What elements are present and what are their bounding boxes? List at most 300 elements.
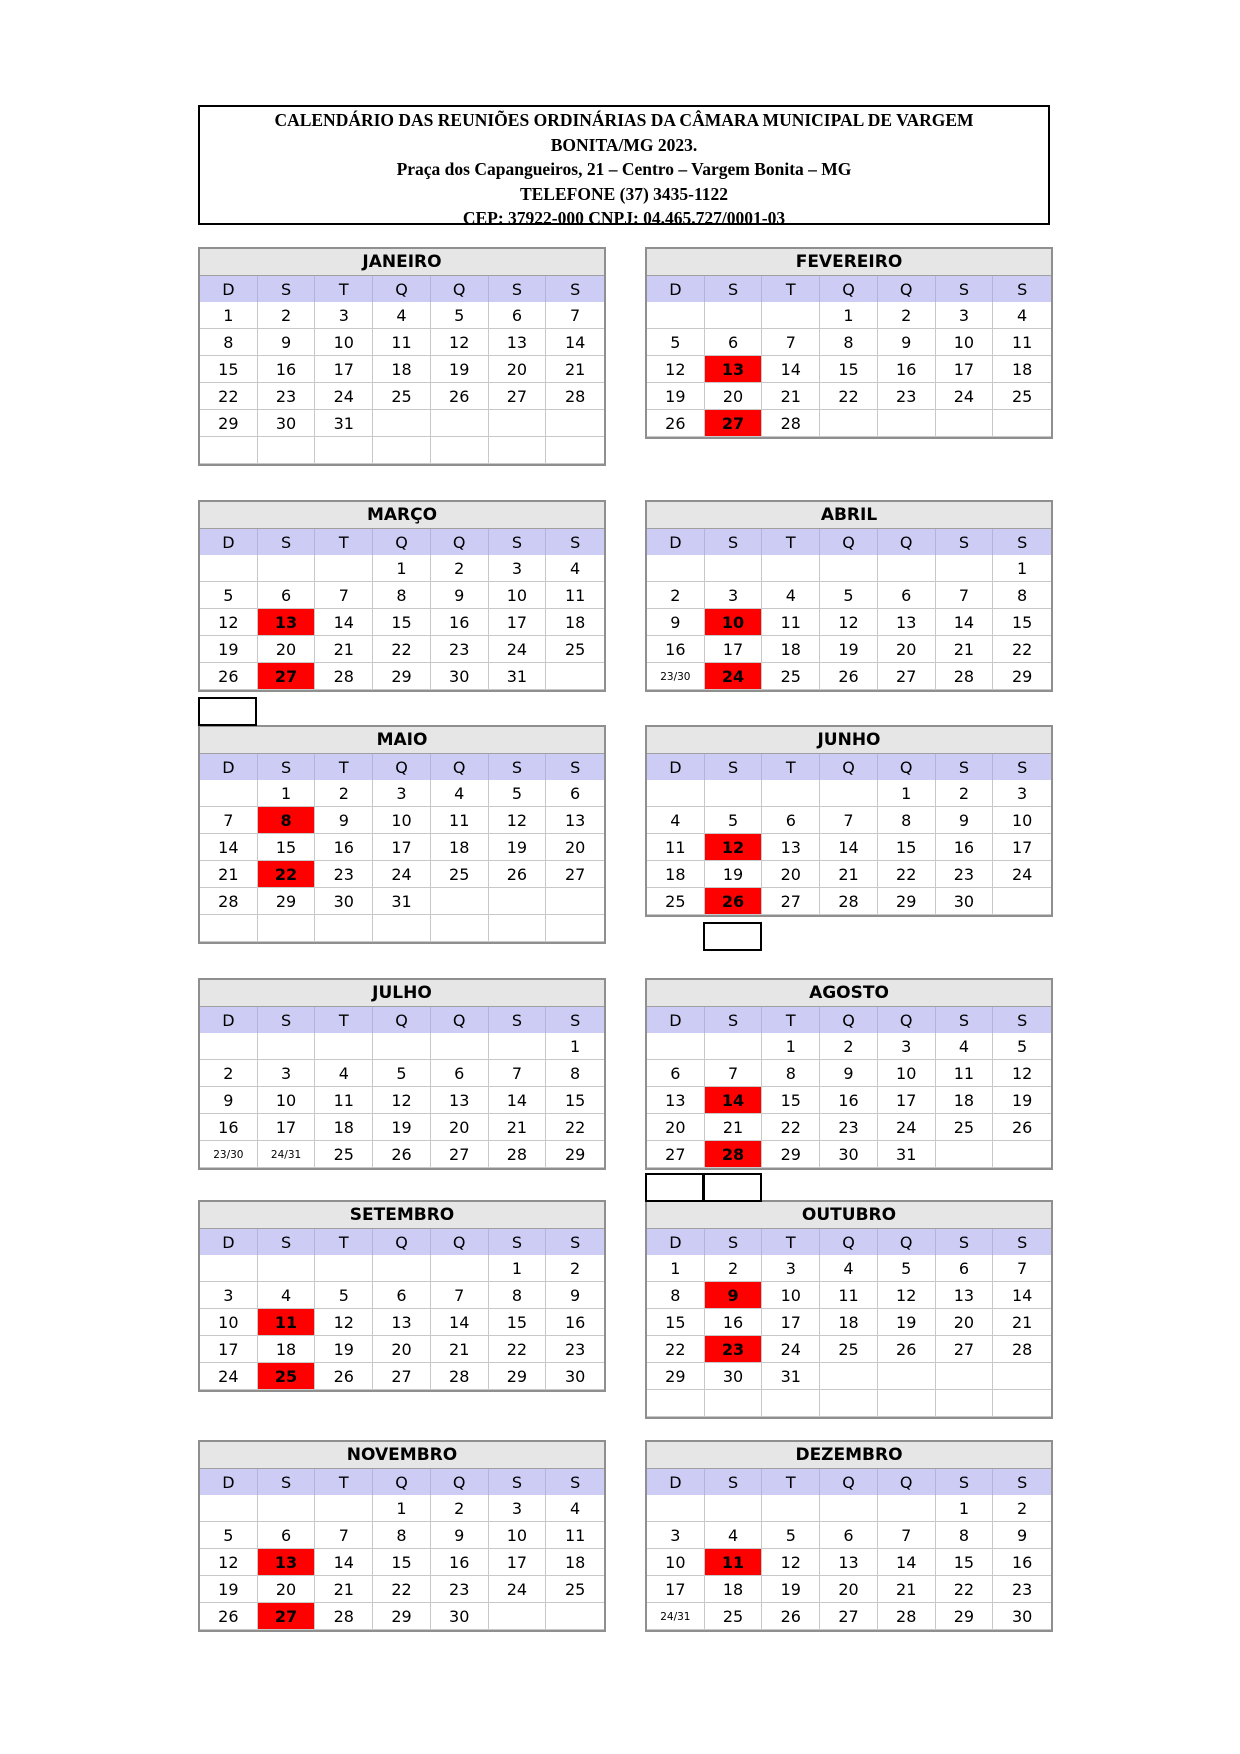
weekday-header: S: [993, 1229, 1051, 1255]
day-cell: [258, 1255, 316, 1282]
weekday-header: D: [647, 754, 705, 780]
day-cell: 22: [647, 1336, 705, 1363]
day-cell: 17: [936, 356, 994, 383]
day-cell: 7: [315, 582, 373, 609]
day-cell: [200, 1255, 258, 1282]
weekday-header: S: [993, 1469, 1051, 1495]
day-cell: 5: [431, 302, 489, 329]
day-cell: 7: [820, 807, 878, 834]
day-cell: [993, 1141, 1051, 1168]
day-cell: 28: [431, 1363, 489, 1390]
day-cell: 10: [878, 1060, 936, 1087]
day-cell: 2: [647, 582, 705, 609]
day-cell: 5: [762, 1522, 820, 1549]
weekday-header: Q: [431, 1229, 489, 1255]
weekday-header: T: [315, 1469, 373, 1495]
day-cell: 18: [647, 861, 705, 888]
day-cell: [705, 780, 763, 807]
day-cell: 4: [373, 302, 431, 329]
meeting-day-cell: 25: [258, 1363, 316, 1390]
month-10: [198, 1440, 606, 1632]
day-cell: 3: [489, 555, 547, 582]
day-cell: 18: [431, 834, 489, 861]
day-cell: [936, 555, 994, 582]
day-cell: 15: [489, 1309, 547, 1336]
day-cell: [936, 1141, 994, 1168]
month-9: [645, 1200, 1053, 1419]
day-cell: 14: [315, 609, 373, 636]
day-cell: 22: [200, 383, 258, 410]
day-cell: 14: [315, 1549, 373, 1576]
day-cell: 3: [936, 302, 994, 329]
day-cell: 19: [489, 834, 547, 861]
day-cell: 28: [936, 663, 994, 690]
weekday-header: D: [200, 1469, 258, 1495]
day-cell: 13: [878, 609, 936, 636]
day-cell: [546, 888, 604, 915]
day-cell: [705, 1033, 763, 1060]
day-cell: 10: [762, 1282, 820, 1309]
day-cell: 18: [373, 356, 431, 383]
day-cell: 5: [489, 780, 547, 807]
day-cell: [489, 410, 547, 437]
day-cell: 23: [936, 861, 994, 888]
month-grid: [200, 529, 604, 690]
day-cell: 26: [373, 1141, 431, 1168]
day-cell: 26: [200, 1603, 258, 1630]
day-cell: [200, 780, 258, 807]
day-cell: 15: [820, 356, 878, 383]
day-cell: [489, 437, 547, 464]
day-cell: 16: [936, 834, 994, 861]
day-cell: 6: [373, 1282, 431, 1309]
weekday-header: D: [647, 1469, 705, 1495]
month-grid: [647, 1007, 1051, 1168]
month-title: MAIO: [200, 727, 604, 754]
day-cell: 29: [993, 663, 1051, 690]
day-cell: 22: [878, 861, 936, 888]
day-cell: 27: [546, 861, 604, 888]
day-cell: [705, 302, 763, 329]
day-cell: 22: [373, 1576, 431, 1603]
weekday-header: D: [200, 276, 258, 302]
day-cell: 24/31: [258, 1141, 316, 1168]
weekday-header: Q: [820, 1229, 878, 1255]
weekday-header: Q: [878, 1469, 936, 1495]
month-6: [198, 978, 606, 1170]
weekday-header: Q: [878, 276, 936, 302]
weekday-header: S: [258, 1007, 316, 1033]
day-cell: 30: [993, 1603, 1051, 1630]
day-cell: [936, 1390, 994, 1417]
day-cell: 15: [258, 834, 316, 861]
day-cell: 15: [200, 356, 258, 383]
header-address: Praça dos Capangueiros, 21 – Centro – Vargem Bonita – MG: [396, 159, 852, 179]
month-title: NOVEMBRO: [200, 1442, 604, 1469]
day-cell: 31: [315, 410, 373, 437]
day-cell: 19: [705, 861, 763, 888]
meeting-day-cell: 26: [705, 888, 763, 915]
day-cell: 1: [993, 555, 1051, 582]
day-cell: 9: [431, 1522, 489, 1549]
month-grid: [200, 1007, 604, 1168]
day-cell: 6: [762, 807, 820, 834]
day-cell: 12: [878, 1282, 936, 1309]
day-cell: 11: [936, 1060, 994, 1087]
day-cell: 11: [820, 1282, 878, 1309]
month-8: [198, 1200, 606, 1392]
day-cell: [546, 1603, 604, 1630]
day-cell: 4: [315, 1060, 373, 1087]
weekday-header: D: [647, 1007, 705, 1033]
weekday-header: T: [762, 1229, 820, 1255]
day-cell: 3: [647, 1522, 705, 1549]
meeting-day-cell: 22: [258, 861, 316, 888]
day-cell: 21: [878, 1576, 936, 1603]
day-cell: 6: [705, 329, 763, 356]
weekday-header: Q: [820, 529, 878, 555]
day-cell: 22: [936, 1576, 994, 1603]
weekday-header: S: [258, 754, 316, 780]
day-cell: 9: [820, 1060, 878, 1087]
day-cell: [993, 1390, 1051, 1417]
day-cell: [200, 555, 258, 582]
day-cell: 8: [936, 1522, 994, 1549]
day-cell: [647, 1033, 705, 1060]
day-cell: 14: [546, 329, 604, 356]
weekday-header: S: [705, 1007, 763, 1033]
day-cell: 18: [936, 1087, 994, 1114]
weekday-header: T: [762, 1007, 820, 1033]
day-cell: 20: [546, 834, 604, 861]
day-cell: 24: [200, 1363, 258, 1390]
day-cell: 15: [762, 1087, 820, 1114]
day-cell: [315, 1033, 373, 1060]
day-cell: 1: [546, 1033, 604, 1060]
day-cell: 7: [705, 1060, 763, 1087]
day-cell: 11: [546, 582, 604, 609]
day-cell: 21: [820, 861, 878, 888]
day-cell: 16: [200, 1114, 258, 1141]
day-cell: 1: [489, 1255, 547, 1282]
day-cell: 22: [993, 636, 1051, 663]
weekday-header: S: [546, 529, 604, 555]
day-cell: [647, 555, 705, 582]
day-cell: 25: [820, 1336, 878, 1363]
month-11: [645, 1440, 1053, 1632]
day-cell: [762, 780, 820, 807]
day-cell: 23: [993, 1576, 1051, 1603]
day-cell: 22: [820, 383, 878, 410]
day-cell: 28: [762, 410, 820, 437]
day-cell: 24: [489, 1576, 547, 1603]
day-cell: 20: [762, 861, 820, 888]
day-cell: [762, 1495, 820, 1522]
day-cell: 30: [431, 1603, 489, 1630]
month-title: JUNHO: [647, 727, 1051, 754]
day-cell: 3: [993, 780, 1051, 807]
meeting-day-cell: 27: [258, 663, 316, 690]
day-cell: 20: [258, 1576, 316, 1603]
weekday-header: D: [200, 529, 258, 555]
month-3: [645, 500, 1053, 692]
day-cell: [431, 1033, 489, 1060]
day-cell: [200, 1495, 258, 1522]
day-cell: 4: [762, 582, 820, 609]
day-cell: 3: [200, 1282, 258, 1309]
weekday-header: Q: [373, 276, 431, 302]
day-cell: 26: [820, 663, 878, 690]
day-cell: 3: [489, 1495, 547, 1522]
day-cell: 26: [878, 1336, 936, 1363]
day-cell: 17: [489, 609, 547, 636]
day-cell: 26: [489, 861, 547, 888]
day-cell: 12: [200, 1549, 258, 1576]
day-cell: 29: [647, 1363, 705, 1390]
day-cell: 15: [373, 609, 431, 636]
day-cell: 13: [647, 1087, 705, 1114]
day-cell: 12: [431, 329, 489, 356]
day-cell: [258, 915, 316, 942]
day-cell: 19: [820, 636, 878, 663]
day-cell: 13: [762, 834, 820, 861]
weekday-header: Q: [373, 529, 431, 555]
day-cell: 15: [993, 609, 1051, 636]
day-cell: 20: [878, 636, 936, 663]
day-cell: 2: [820, 1033, 878, 1060]
meeting-day-cell: 27: [258, 1603, 316, 1630]
weekday-header: S: [993, 754, 1051, 780]
weekday-header: T: [762, 529, 820, 555]
weekday-header: S: [258, 1469, 316, 1495]
day-cell: 13: [936, 1282, 994, 1309]
day-cell: 30: [315, 888, 373, 915]
month-grid: [200, 1469, 604, 1630]
day-cell: 20: [373, 1336, 431, 1363]
day-cell: 24: [878, 1114, 936, 1141]
weekday-header: S: [546, 754, 604, 780]
day-cell: 6: [258, 1522, 316, 1549]
weekday-header: Q: [820, 1469, 878, 1495]
weekday-header: S: [936, 1007, 994, 1033]
day-cell: 2: [431, 555, 489, 582]
day-cell: 8: [762, 1060, 820, 1087]
weekday-header: S: [705, 1469, 763, 1495]
day-cell: [647, 780, 705, 807]
day-cell: 21: [200, 861, 258, 888]
day-cell: 4: [820, 1255, 878, 1282]
day-cell: 12: [647, 356, 705, 383]
weekday-header: S: [489, 529, 547, 555]
weekday-header: S: [705, 529, 763, 555]
day-cell: 19: [200, 1576, 258, 1603]
day-cell: 28: [546, 383, 604, 410]
meeting-day-cell: 8: [258, 807, 316, 834]
weekday-header: Q: [878, 754, 936, 780]
weekday-header: S: [936, 276, 994, 302]
day-cell: 2: [200, 1060, 258, 1087]
day-cell: 2: [315, 780, 373, 807]
header-title-line-2: BONITA/MG 2023.: [550, 134, 698, 155]
weekday-header: S: [705, 276, 763, 302]
month-title: FEVEREIRO: [647, 249, 1051, 276]
day-cell: [315, 555, 373, 582]
weekday-header: T: [315, 1229, 373, 1255]
day-cell: [431, 410, 489, 437]
day-cell: 19: [373, 1114, 431, 1141]
month-title: ABRIL: [647, 502, 1051, 529]
day-cell: 10: [489, 582, 547, 609]
day-cell: 29: [373, 1603, 431, 1630]
calendar-header: [198, 105, 1050, 228]
day-cell: 2: [878, 302, 936, 329]
day-cell: 16: [431, 609, 489, 636]
day-cell: [373, 410, 431, 437]
meeting-day-cell: 14: [705, 1087, 763, 1114]
day-cell: 9: [200, 1087, 258, 1114]
day-cell: 23: [315, 861, 373, 888]
day-cell: 19: [315, 1336, 373, 1363]
month-grid: [200, 1229, 604, 1390]
empty-box: [645, 1173, 704, 1202]
day-cell: [878, 1495, 936, 1522]
day-cell: 1: [762, 1033, 820, 1060]
month-7: [645, 978, 1053, 1170]
day-cell: 17: [200, 1336, 258, 1363]
weekday-header: S: [489, 1007, 547, 1033]
month-grid: [647, 276, 1051, 437]
header-phone: TELEFONE (37) 3435-1122: [519, 183, 729, 204]
day-cell: 17: [647, 1576, 705, 1603]
weekday-header: Q: [431, 1469, 489, 1495]
weekday-header: D: [200, 754, 258, 780]
weekday-header: S: [993, 529, 1051, 555]
day-cell: 20: [489, 356, 547, 383]
day-cell: [878, 555, 936, 582]
day-cell: 19: [762, 1576, 820, 1603]
day-cell: [647, 1390, 705, 1417]
day-cell: [820, 1363, 878, 1390]
day-cell: 21: [315, 636, 373, 663]
day-cell: [762, 302, 820, 329]
day-cell: 5: [373, 1060, 431, 1087]
day-cell: 29: [200, 410, 258, 437]
day-cell: 2: [258, 302, 316, 329]
day-cell: 23: [878, 383, 936, 410]
day-cell: [258, 1495, 316, 1522]
day-cell: 23/30: [647, 663, 705, 690]
month-0: [198, 247, 606, 466]
day-cell: 12: [315, 1309, 373, 1336]
day-cell: 27: [647, 1141, 705, 1168]
day-cell: 7: [431, 1282, 489, 1309]
day-cell: 24: [936, 383, 994, 410]
day-cell: 4: [705, 1522, 763, 1549]
month-4: [198, 725, 606, 944]
month-grid: [647, 529, 1051, 690]
day-cell: [647, 302, 705, 329]
day-cell: 29: [936, 1603, 994, 1630]
day-cell: 12: [820, 609, 878, 636]
day-cell: 14: [936, 609, 994, 636]
day-cell: 8: [820, 329, 878, 356]
day-cell: 27: [878, 663, 936, 690]
day-cell: 10: [647, 1549, 705, 1576]
day-cell: 2: [705, 1255, 763, 1282]
day-cell: 27: [373, 1363, 431, 1390]
day-cell: 7: [489, 1060, 547, 1087]
day-cell: 3: [705, 582, 763, 609]
header-cep-cnpj: CEP: 37922-000 CNPJ: 04.465.727/0001-03: [462, 208, 786, 228]
day-cell: 4: [546, 555, 604, 582]
weekday-header: S: [936, 1469, 994, 1495]
day-cell: 6: [647, 1060, 705, 1087]
day-cell: 24: [489, 636, 547, 663]
day-cell: [373, 915, 431, 942]
day-cell: 12: [993, 1060, 1051, 1087]
empty-box: [198, 697, 257, 726]
day-cell: [431, 437, 489, 464]
weekday-header: Q: [878, 529, 936, 555]
day-cell: 11: [315, 1087, 373, 1114]
weekday-header: Q: [820, 1007, 878, 1033]
day-cell: 21: [936, 636, 994, 663]
day-cell: [762, 1390, 820, 1417]
weekday-header: D: [200, 1229, 258, 1255]
day-cell: 8: [878, 807, 936, 834]
empty-box: [703, 1173, 762, 1202]
day-cell: 10: [993, 807, 1051, 834]
day-cell: 26: [993, 1114, 1051, 1141]
day-cell: 14: [878, 1549, 936, 1576]
day-cell: 31: [373, 888, 431, 915]
day-cell: 8: [546, 1060, 604, 1087]
day-cell: 21: [993, 1309, 1051, 1336]
day-cell: 29: [258, 888, 316, 915]
day-cell: [820, 1495, 878, 1522]
meeting-day-cell: 24: [705, 663, 763, 690]
day-cell: 23: [431, 636, 489, 663]
day-cell: [936, 1363, 994, 1390]
weekday-header: S: [705, 754, 763, 780]
day-cell: 21: [315, 1576, 373, 1603]
day-cell: 25: [647, 888, 705, 915]
day-cell: 9: [315, 807, 373, 834]
weekday-header: S: [489, 1469, 547, 1495]
day-cell: [546, 410, 604, 437]
weekday-header: S: [546, 1469, 604, 1495]
weekday-header: T: [315, 754, 373, 780]
day-cell: 8: [647, 1282, 705, 1309]
meeting-day-cell: 13: [258, 609, 316, 636]
day-cell: 1: [878, 780, 936, 807]
weekday-header: Q: [373, 1469, 431, 1495]
day-cell: 25: [431, 861, 489, 888]
weekday-header: T: [762, 754, 820, 780]
day-cell: 18: [258, 1336, 316, 1363]
day-cell: 18: [705, 1576, 763, 1603]
day-cell: 10: [315, 329, 373, 356]
day-cell: 26: [200, 663, 258, 690]
day-cell: 13: [489, 329, 547, 356]
day-cell: 10: [373, 807, 431, 834]
day-cell: 3: [762, 1255, 820, 1282]
weekday-header: D: [647, 529, 705, 555]
day-cell: [431, 1255, 489, 1282]
day-cell: 7: [762, 329, 820, 356]
month-grid: [647, 754, 1051, 915]
meeting-day-cell: 11: [258, 1309, 316, 1336]
